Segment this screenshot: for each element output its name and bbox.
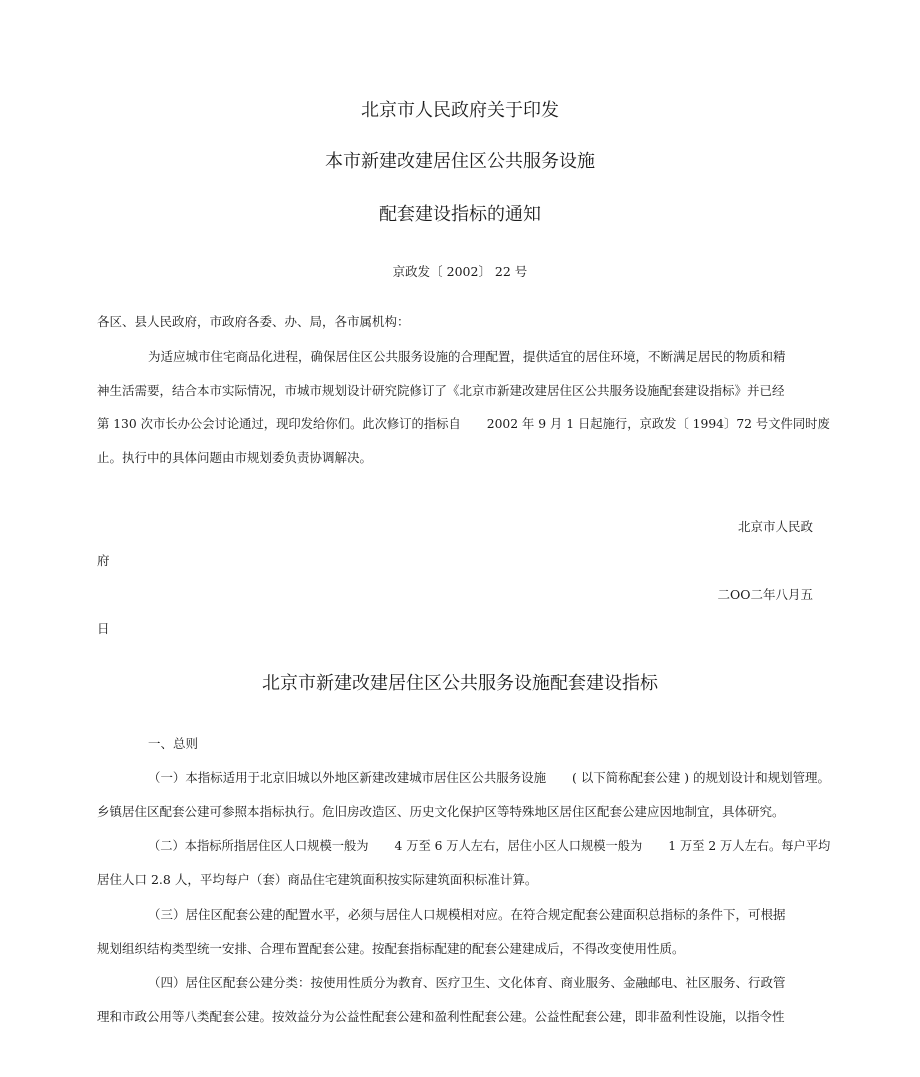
- notice-title-line-1: 北京市人民政府关于印发: [361, 100, 559, 121]
- item-4-line-2: 理和市政公用等八类配套公建。按效益分为公益性配套公建和盈利性配套公建。公益性配套公建，即非盈利性设施，以指令性: [97, 1009, 785, 1024]
- standard-title: 北京市新建改建居住区公共服务设施配套建设指标: [262, 673, 658, 694]
- item-2-line-2: 居住人口 2.8 人，平均每户（套）商品住宅建筑面积按实际建筑面积标准计算。: [97, 872, 538, 887]
- item-1-line-1-part-a: （一）本指标适用于北京旧城以外地区新建改建城市居住区公共服务设施: [148, 770, 547, 785]
- notice-paragraph-line-3-part-b: 2002 年 9 月 1 日起施行，京政发〔 1994〕72 号文件同时废: [486, 417, 830, 431]
- item-1-line-1: [148, 768, 830, 786]
- item-2-line-1-part-b: 4 万至 6 万人左右，居住小区人口规模一般为: [394, 839, 643, 853]
- signature-org-cont: 府: [97, 553, 110, 568]
- section-heading-general: 一、总则: [148, 736, 199, 751]
- notice-paragraph-line-3-part-a: 第 130 次市长办公会讨论通过，现印发给你们。此次修订的指标自: [97, 417, 461, 431]
- notice-paragraph-line-1: 为适应城市住宅商品化进程，确保居住区公共服务设施的合理配置，提供适宜的居住环境，不断满足居民的物质和精: [148, 349, 786, 364]
- item-2-line-1-part-a: （二）本指标所指居住区人口规模一般为: [148, 839, 369, 853]
- item-3-line-2: 规划组织结构类型统一安排、合理布置配套公建。按配套指标配建的配套公建建成后，不得改变使用性质。: [97, 941, 685, 956]
- item-4-line-1: （四）居住区配套公建分类：按使用性质分为教育、医疗卫生、文化体育、商业服务、金融邮电、社区服务、行政管: [148, 975, 786, 990]
- signature-org: 北京市人民政: [737, 519, 813, 534]
- item-3-line-1: （三）居住区配套公建的配置水平，必须与居住人口规模相对应。在符合规定配套公建面积总指标的条件下，可根据: [148, 907, 786, 922]
- signature-date: 二OO二年八月五: [717, 587, 813, 602]
- notice-paragraph-line-4: 止。执行中的具体问题由市规划委负责协调解决。: [97, 450, 373, 465]
- item-1-line-1-part-b: ( 以下简称配套公建 ) 的规划设计和规划管理。: [572, 770, 830, 785]
- notice-title-line-2: 本市新建改建居住区公共服务设施: [325, 151, 595, 172]
- notice-paragraph-line-3: [97, 414, 830, 432]
- item-2-line-1-part-c: 1 万至 2 万人左右。每户平均: [668, 839, 831, 853]
- addressee: 各区、县人民政府，市政府各委、办、局，各市属机构：: [97, 314, 410, 329]
- notice-paragraph-line-2: 神生活需要，结合本市实际情况，市城市规划设计研究院修订了《北京市新建改建居住区公共服务设施配套建设指标》并已经: [97, 383, 785, 398]
- notice-title-line-3: 配套建设指标的通知: [379, 204, 541, 225]
- item-2-line-1: [148, 836, 830, 854]
- document-number: 京政发〔 2002〕 22 号: [392, 264, 528, 279]
- item-1-line-2: 乡镇居住区配套公建可参照本指标执行。危旧房改造区、历史文化保护区等特殊地区居住区配套公建应因地制宜，具体研究。: [97, 804, 785, 819]
- signature-date-cont: 日: [97, 621, 110, 636]
